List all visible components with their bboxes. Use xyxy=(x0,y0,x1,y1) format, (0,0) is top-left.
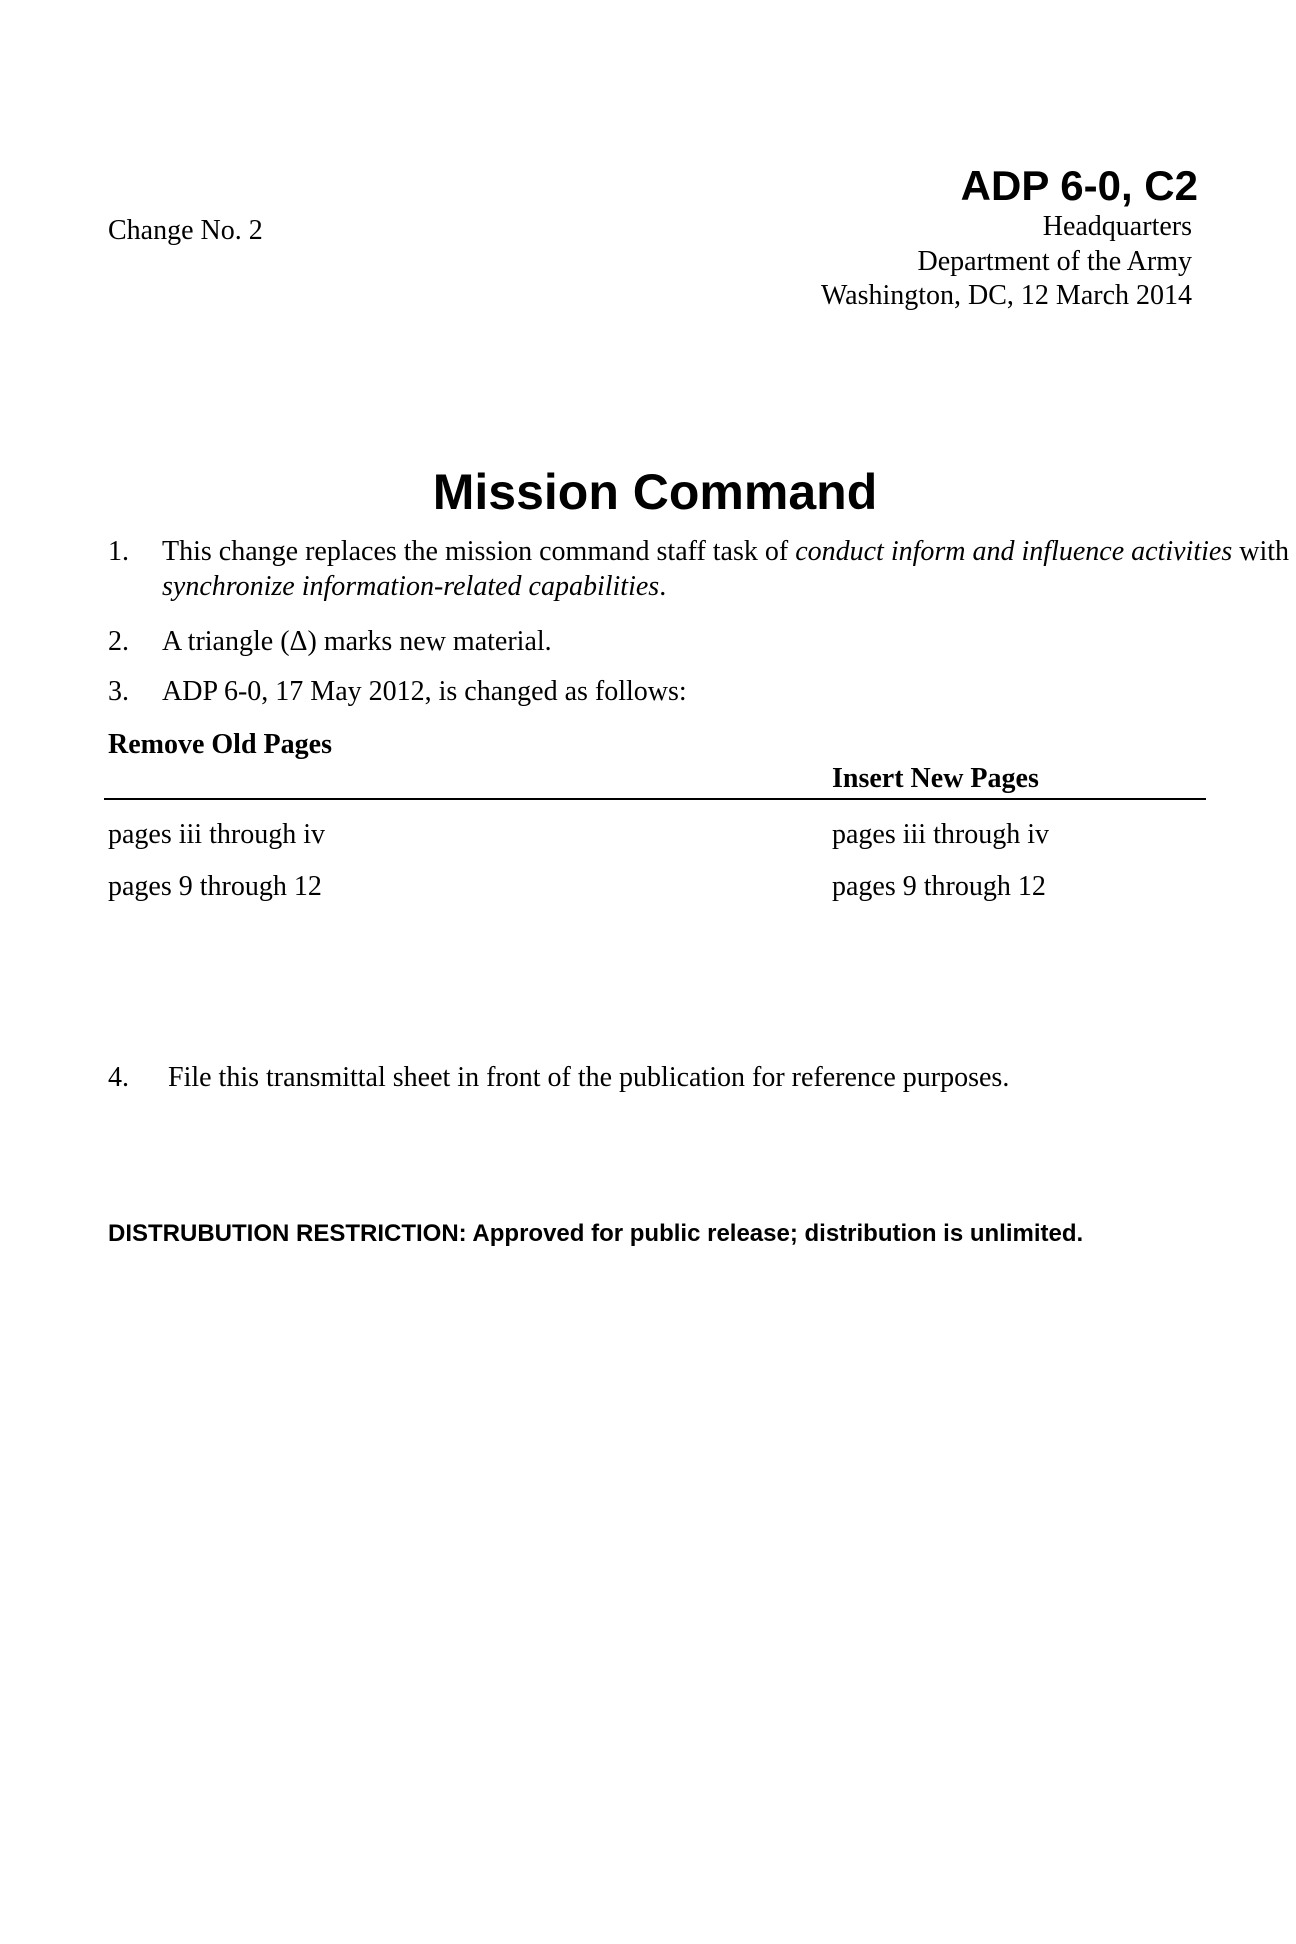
change-number: Change No. 2 xyxy=(108,215,263,246)
publication-number: ADP 6-0, C2 xyxy=(960,162,1198,209)
list-item-text: ADP 6-0, 17 May 2012, is changed as follows: xyxy=(162,676,687,707)
new-task-name: synchronize information-related capabilities xyxy=(162,571,660,602)
list-item-number: 3. xyxy=(108,676,129,707)
issuer-line-department: Department of the Army xyxy=(917,245,1192,277)
page-title: Mission Command xyxy=(432,464,878,520)
list-item-number: 2. xyxy=(108,626,129,657)
list-item-1 xyxy=(108,534,1289,606)
table-cell-remove: pages iii through iv xyxy=(108,819,325,850)
remove-pages-header: Remove Old Pages xyxy=(108,729,332,760)
list-item-text xyxy=(162,534,1296,604)
list-item-number: 1. xyxy=(108,536,129,567)
distribution-restriction: DISTRUBUTION RESTRICTION: Approved for public release; distribution is unlimited. xyxy=(108,1220,1084,1247)
list-item-2 xyxy=(108,624,1208,660)
table-header-rule xyxy=(104,798,1206,800)
old-task-name: conduct inform and influence activities xyxy=(795,536,1233,567)
list-item-3 xyxy=(108,674,1208,710)
text-run: . xyxy=(659,571,667,602)
table-cell-insert: pages iii through iv xyxy=(832,819,1049,850)
insert-pages-header: Insert New Pages xyxy=(832,763,1039,794)
list-item-text: File this transmittal sheet in front of the publication for reference purposes. xyxy=(168,1062,1010,1093)
issuer-block xyxy=(821,210,1192,314)
table-cell-insert: pages 9 through 12 xyxy=(832,871,1046,902)
list-item-number: 4. xyxy=(108,1062,129,1093)
issuer-line-headquarters: Headquarters xyxy=(1042,211,1192,242)
issuer-line-location-date: Washington, DC, 12 March 2014 xyxy=(820,280,1192,311)
text-run: This change replaces the mission command staff task of xyxy=(162,536,796,567)
text-run: with xyxy=(1232,536,1289,567)
table-cell-remove: pages 9 through 12 xyxy=(108,871,322,902)
list-item-text: A triangle (Δ) marks new material. xyxy=(162,626,552,657)
